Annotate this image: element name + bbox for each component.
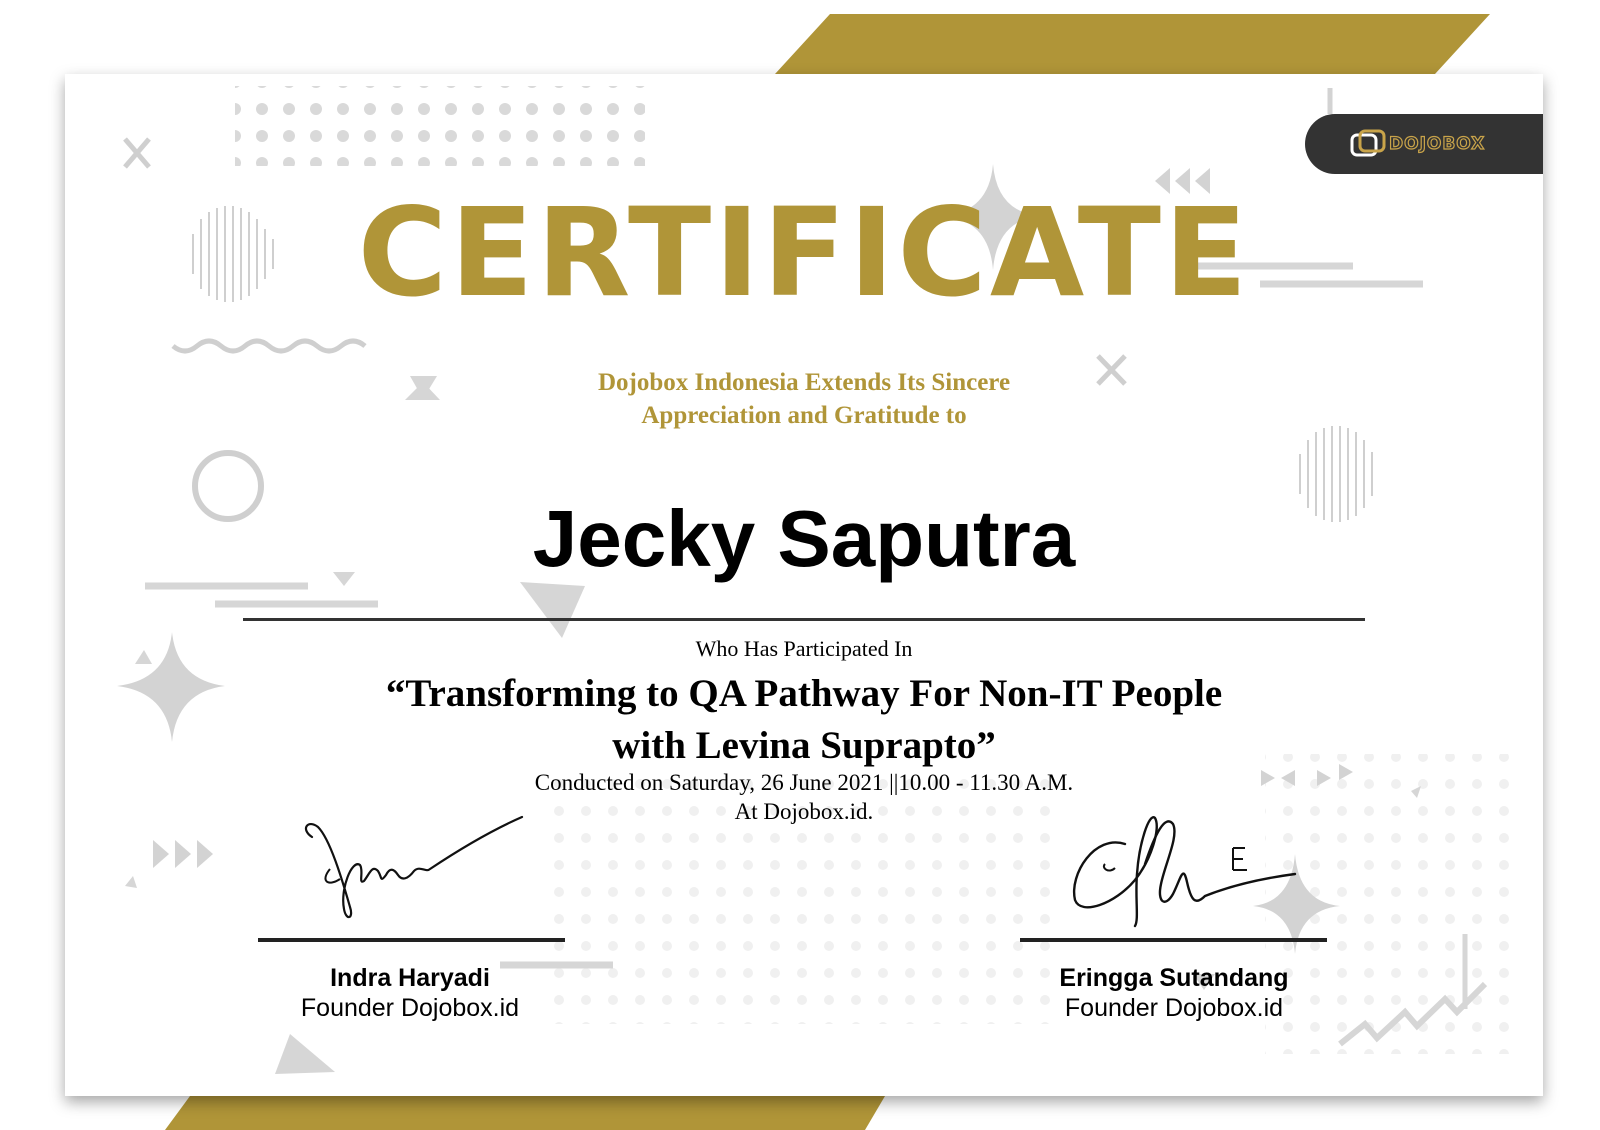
signature-line-right [1020, 938, 1327, 942]
recipient-underline [243, 618, 1365, 621]
recipient-name: Jecky Saputra [532, 494, 1076, 583]
signer-role: Founder Dojobox.id [1064, 994, 1284, 1022]
dojobox-logo [1305, 114, 1543, 174]
intro-text [65, 366, 1543, 432]
signer-name: Indra Haryadi [330, 964, 490, 992]
signer-name: Eringga Sutandang [1059, 964, 1289, 992]
signer-role: Founder Dojobox.id [300, 994, 520, 1022]
dojobox-logo-icon [1350, 129, 1386, 159]
signature-eringga-sutandang [1065, 804, 1305, 934]
signature-indra-haryadi [290, 809, 530, 929]
certificate-card [65, 74, 1543, 1096]
intro-line-1: Dojobox Indonesia Extends Its Sincere [597, 369, 1011, 396]
gold-band-top [775, 14, 1490, 74]
gold-band-bottom [165, 1096, 885, 1130]
signature-line-left [258, 938, 565, 942]
event-title-line-2: with Levina Suprapto” [612, 724, 996, 767]
event-location: At Dojobox.id. [734, 799, 874, 824]
event-date-time: Conducted on Saturday, 26 June 2021 ||10.00 - 11.30 A.M. [534, 770, 1074, 795]
event-title-line-1: “Transforming to QA Pathway For Non-IT People [385, 672, 1223, 715]
participated-label: Who Has Participated In [695, 636, 913, 661]
certificate-title: CERTIFICATE [357, 182, 1251, 324]
intro-line-2: Appreciation and Gratitude to [641, 402, 967, 429]
event-title [65, 668, 1543, 772]
dojobox-logo-text: DOJOBOX [1389, 134, 1486, 154]
event-details [65, 768, 1543, 826]
